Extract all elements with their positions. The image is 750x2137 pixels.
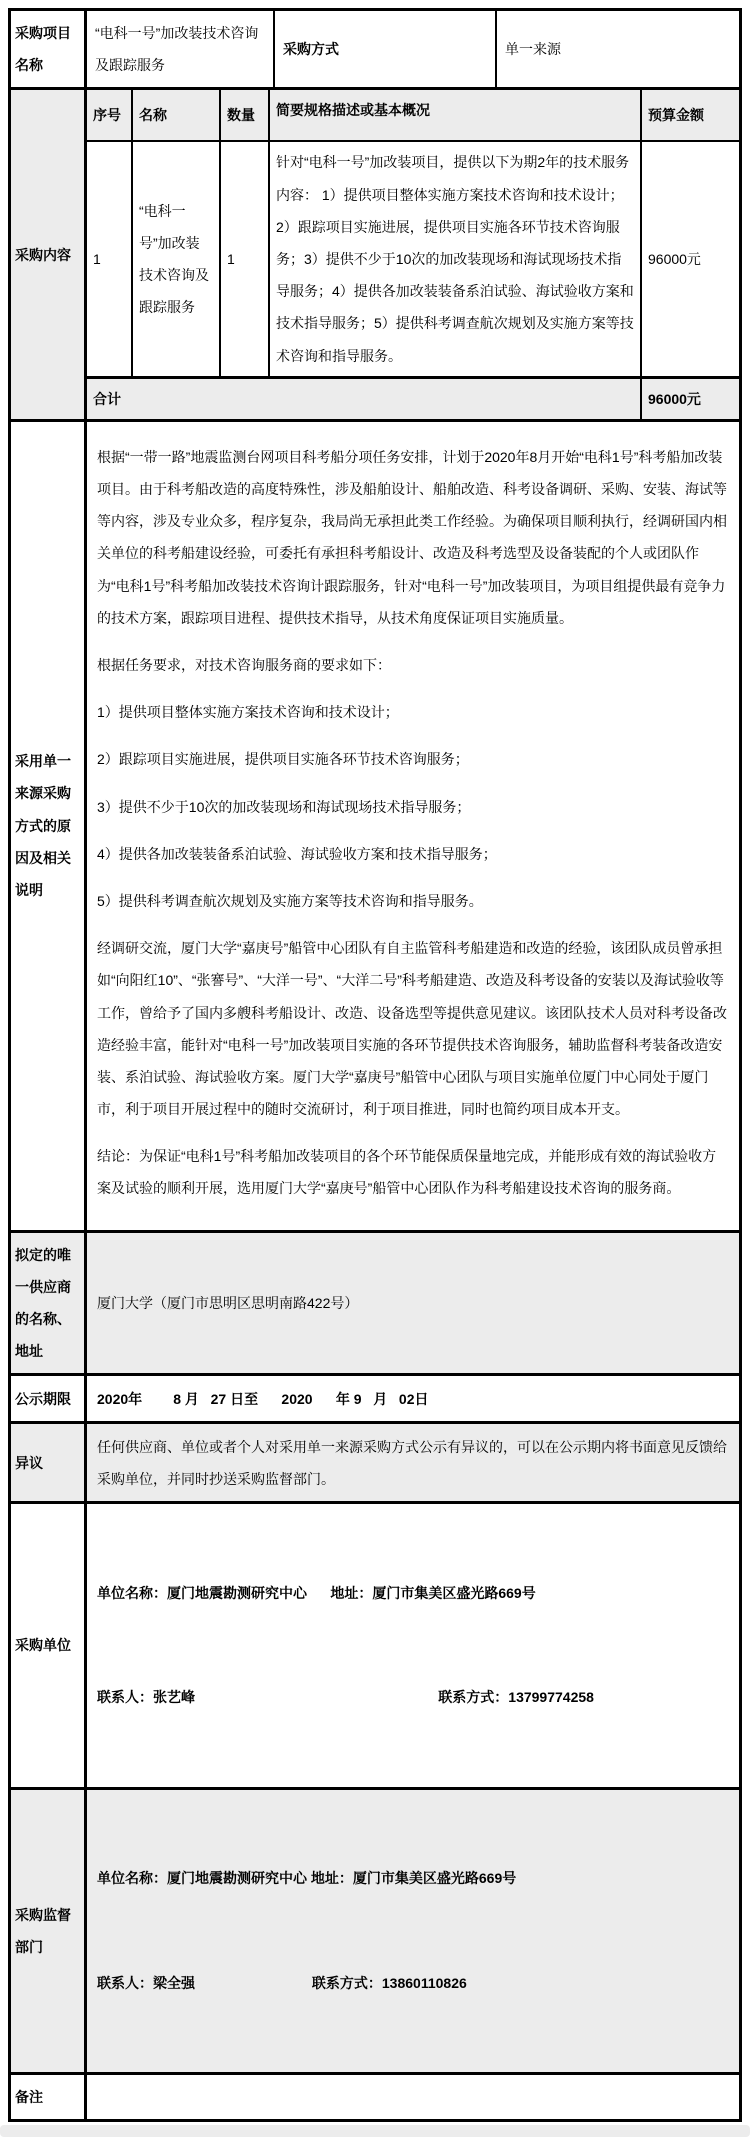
- project-name-value: “电科一号”加改装技术咨询及跟踪服务: [87, 11, 275, 87]
- item-description: 针对“电科一号”加改装项目，提供以下为期2年的技术服务内容： 1）提供项目整体实施方案技术咨询和技术设计；2）跟踪项目实施进展，提供项目实施各环节技术咨询服务；3）提供不少于10次的加改装现场和海试现场技术指导服务；4）提供各加改装装备系泊试验、海试验收方案和技术指导服务；5）提供科考调查航次规划及实施方案等技术咨询和指导服务。: [270, 142, 642, 375]
- supervision-department-contact-phone: 联系方式：13860110826: [311, 1974, 467, 1991]
- procurement-method-label: 采购方式: [275, 11, 497, 87]
- page-bottom-bar: [0, 2125, 750, 2137]
- supervision-department-label: 采购监督部门: [11, 1790, 87, 2072]
- publicity-period-value: 2020年 8 月 27 日至 2020 年 9 月 02日: [97, 1390, 429, 1407]
- remark-label: 备注: [11, 2075, 87, 2119]
- row-sole-supplier: [11, 1230, 739, 1374]
- inner-table-header: [87, 90, 739, 142]
- row-objection: [11, 1421, 739, 1501]
- reason-paragraph: 2）跟踪项目实施进展，提供项目实施各环节技术咨询服务；: [97, 751, 469, 768]
- sole-supplier-value: 厦门大学（厦门市思明区思明南路422号）: [97, 1294, 359, 1311]
- sole-supplier-label: 拟定的唯一供应商的名称、地址: [11, 1233, 87, 1374]
- row-remark: [11, 2072, 739, 2119]
- row-single-source-reason: [11, 419, 739, 1230]
- item-budget: 96000元: [648, 250, 701, 267]
- inner-table-total-row: [87, 379, 739, 419]
- publicity-period-label: 公示期限: [11, 1376, 87, 1421]
- col-header-qty: 数量: [221, 90, 270, 140]
- col-header-desc: 简要规格描述或基本概况: [270, 90, 642, 140]
- reason-paragraph: 1）提供项目整体实施方案技术咨询和技术设计；: [97, 704, 399, 721]
- supervision-department-name-address: 单位名称：厦门地震勘测研究中心 地址：厦门市集美区盛光路669号: [97, 1870, 517, 1887]
- total-value: 96000元: [648, 390, 701, 407]
- item-no: 1: [87, 142, 133, 375]
- reason-paragraph: 根据“一带一路”地震监测台网项目科考船分项任务安排，计划于2020年8月开始“电科1号”科考船加改装项目。由于科考船改造的高度特殊性，涉及船舶设计、船舶改造、科考设备调研、采购、安装、海试等等内容，涉及专业众多，程序复杂，我局尚无承担此类工作经验。为确保项目顺利执行，经调研国内相关单位的科考船建设经验，可委托有承担科考船设计、改造及科考选型及设备装配的个人或团队作为“电科1号”科考船加改装技术咨询计跟踪服务，针对“电科一号”加改装项目，为项目组提供最有竞争力的技术方案，跟踪项目进程、提供技术指导，从技术角度保证项目实施质量。: [97, 448, 727, 626]
- col-header-budget: 预算金额: [648, 107, 704, 124]
- single-source-reason-body: [87, 422, 739, 1230]
- procurement-content-label: 采购内容: [11, 90, 87, 419]
- inner-table-row: [87, 142, 739, 378]
- row-supervision-department: [11, 1787, 739, 2072]
- project-name-label: 采购项目名称: [11, 11, 87, 87]
- col-header-no: 序号: [87, 90, 133, 140]
- row-publicity-period: [11, 1373, 739, 1421]
- reason-paragraph: 根据任务要求，对技术咨询服务商的要求如下：: [97, 657, 391, 673]
- col-header-name: 名称: [133, 90, 221, 140]
- remark-value: [87, 2075, 739, 2119]
- purchasing-unit-contact-phone: 联系方式：13799774258: [438, 1689, 594, 1706]
- reason-paragraph: 经调研交流，厦门大学“嘉庚号”船管中心团队有自主监管科考船建造和改造的经验，该团队成员曾承担如“向阳红10”、“张謇号”、“大洋一号”、“大洋二号”科考船建造、改造及科考设备的安装以及海试验收等工作，曾给予了国内多艘科考船设计、改造、设备选型等提供意见建议。该团队技术人员对科考设备改造经验丰富，能针对“电科一号”加改装项目实施的各环节提供技术咨询服务，辅助监督科考装备改造安装、系泊试验、海试验收方案。厦门大学“嘉庚号”船管中心团队与项目实施单位厦门中心同处于厦门市，利于项目开展过程中的随时交流研讨，利于项目推进，同时也简约项目成本开支。: [97, 940, 727, 1118]
- row-procurement-content: [11, 87, 739, 419]
- single-source-reason-label: 采用单一来源采购方式的原因及相关说明: [11, 422, 87, 1230]
- purchasing-unit-name-address: 单位名称：厦门地震勘测研究中心 地址：厦门市集美区盛光路669号: [97, 1584, 536, 1601]
- objection-label: 异议: [11, 1424, 87, 1501]
- total-label: 合计: [87, 379, 642, 419]
- supervision-department-info: [97, 1796, 729, 2066]
- objection-value: 任何供应商、单位或者个人对采用单一来源采购方式公示有异议的，可以在公示期内将书面意见反馈给采购单位，并同时抄送采购监督部门。: [97, 1438, 727, 1487]
- item-name: “电科一号”加改装技术咨询及跟踪服务: [133, 142, 221, 375]
- purchasing-unit-contact-name: 联系人：张艺峰: [97, 1689, 195, 1706]
- reason-paragraph: 结论：为保证“电科1号”科考船加改装项目的各个环节能保质保量地完成，并能形成有效的海试验收方案及试验的顺利开展，选用厦门大学“嘉庚号”船管中心团队作为科考船建设技术咨询的服务商。: [97, 1148, 717, 1197]
- purchasing-unit-label: 采购单位: [11, 1504, 87, 1786]
- row-project-name: [11, 11, 739, 87]
- item-qty: 1: [221, 142, 270, 375]
- purchasing-unit-info: [97, 1510, 729, 1780]
- reason-paragraph: 5）提供科考调查航次规划及实施方案等技术咨询和指导服务。: [97, 892, 483, 909]
- reason-paragraph: 3）提供不少于10次的加改装现场和海试现场技术指导服务；: [97, 798, 471, 815]
- procurement-method-value: 单一来源: [505, 41, 561, 58]
- supervision-department-contact-name: 联系人：梁全强: [97, 1974, 195, 1991]
- procurement-notice-table: [8, 8, 742, 2122]
- reason-paragraph: 4）提供各加改装装备系泊试验、海试验收方案和技术指导服务；: [97, 845, 497, 862]
- row-purchasing-unit: [11, 1501, 739, 1786]
